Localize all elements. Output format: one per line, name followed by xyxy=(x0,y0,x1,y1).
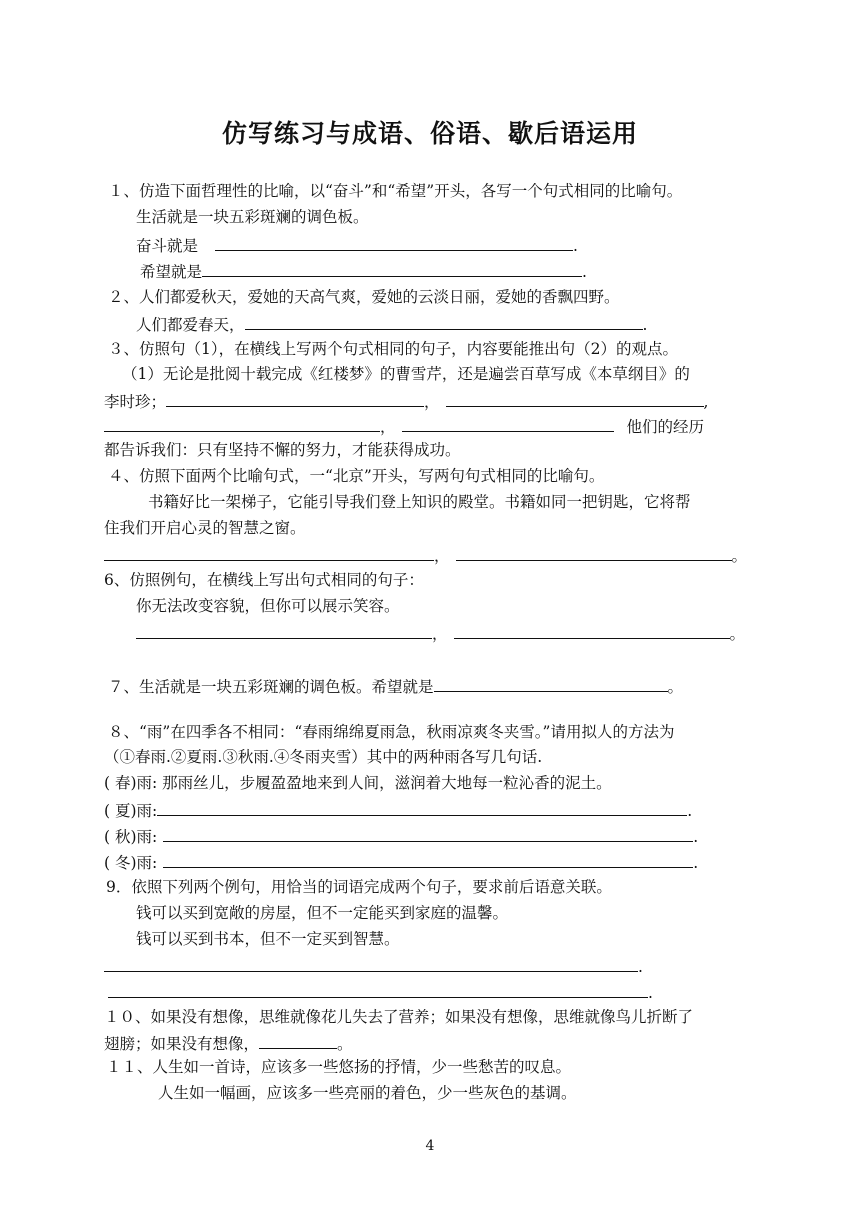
q3-line3 xyxy=(104,414,704,438)
q9-blank-1[interactable] xyxy=(104,954,638,972)
q6-example: 你无法改变容貌，但你可以展示笑容。 xyxy=(136,597,400,615)
q6-answer xyxy=(136,621,745,645)
q9-end-1: . xyxy=(638,958,643,976)
q3-comma-3: ， xyxy=(380,418,396,436)
q10-line-1: １０、如果没有想像，思维就像花儿失去了营养；如果没有想像，思维就像鸟儿折断了 xyxy=(104,1008,694,1026)
q7-blank[interactable] xyxy=(434,674,668,692)
q8-autumn-blank[interactable] xyxy=(163,824,693,842)
q2-blank[interactable] xyxy=(245,312,643,330)
q8-summer-blank[interactable] xyxy=(157,798,687,816)
q1-answer-b xyxy=(140,259,587,283)
q11-line-1: １１、人生如一首诗，应该多一些悠扬的抒情，少一些愁苦的叹息。 xyxy=(106,1058,572,1076)
q9-answer-1 xyxy=(104,954,643,978)
q8-autumn-label: ( 秋)雨: xyxy=(104,828,158,846)
q10-end: 。 xyxy=(337,1035,353,1053)
q8-winter-end: . xyxy=(693,854,699,872)
q8-prompt-2: （①春雨.②夏雨.③秋雨.④冬雨夹雪）其中的两种雨各写几句话. xyxy=(104,748,543,766)
page-title: 仿写练习与成语、俗语、歇后语运用 xyxy=(221,119,638,148)
q8-autumn-end: . xyxy=(693,828,699,846)
q2-end: . xyxy=(642,316,648,334)
q1-prompt: １、仿造下面哲理性的比喻，以“奋斗”和“希望”开头，各写一个句式相同的比喻句。 xyxy=(108,182,683,200)
q3-line3-tail: 他们的经历 xyxy=(626,418,704,436)
q10-blank[interactable] xyxy=(259,1031,337,1049)
q7-line xyxy=(108,674,683,698)
q2-label: 人们都爱春天， xyxy=(136,316,245,334)
q7-end: 。 xyxy=(667,678,684,696)
q6-blank-1[interactable] xyxy=(136,621,432,639)
q6-prompt: 6、仿照例句，在横线上写出句式相同的句子： xyxy=(104,571,424,589)
q6-end: 。 xyxy=(729,625,746,643)
q6-comma: ， xyxy=(432,625,448,643)
q3-blank-3[interactable] xyxy=(104,414,380,432)
q1-answer-a xyxy=(136,233,578,257)
q8-summer-label: ( 夏)雨: xyxy=(104,802,158,820)
q8-winter-blank[interactable] xyxy=(163,850,693,868)
q9-example-2: 钱可以买到书本，但不一定买到智慧。 xyxy=(136,930,400,948)
q3-prompt: ３、仿照句（1），在横线上写两个句式相同的句子，内容要能推出句（2）的观点。 xyxy=(108,340,678,358)
q10-label: 翅膀；如果没有想像， xyxy=(104,1035,260,1053)
q8-spring: ( 春)雨: 那雨丝儿，步履盈盈地来到人间，滋润着大地每一粒沁香的泥土。 xyxy=(104,774,612,792)
q11-line-2: 人生如一幅画，应该多一些亮丽的着色，少一些灰色的基调。 xyxy=(158,1084,577,1102)
q1-a-blank[interactable] xyxy=(215,233,573,251)
q8-winter xyxy=(104,850,698,874)
q8-summer-end: . xyxy=(687,802,693,820)
q3-line2 xyxy=(104,389,708,413)
q1-b-label: 希望就是 xyxy=(140,263,203,281)
q10-line-2 xyxy=(104,1031,353,1055)
q9-example-1: 钱可以买到宽敞的房屋，但不一定能买到家庭的温馨。 xyxy=(136,904,509,922)
q3-blank-4[interactable] xyxy=(402,414,614,432)
q9-end-2: . xyxy=(648,984,653,1002)
q9-blank-2[interactable] xyxy=(108,980,648,998)
q3-line2-label: 李时珍； xyxy=(104,393,167,411)
q3-line4: 都告诉我们：只有坚持不懈的努力，才能获得成功。 xyxy=(104,441,461,459)
q1-a-end: . xyxy=(572,237,578,255)
q6-blank-2[interactable] xyxy=(454,621,730,639)
q7-prompt: ７、生活就是一块五彩斑斓的调色板。希望就是 xyxy=(108,678,434,696)
q3-comma-1: ， xyxy=(424,393,440,411)
q4-prompt: ４、仿照下面两个比喻句式，一“北京”开头，写两句句式相同的比喻句。 xyxy=(108,467,605,485)
q4-end: 。 xyxy=(731,547,748,565)
q3-comma-2: , xyxy=(703,393,709,411)
q3-line1: （1）无论是批阅十载完成《红楼梦》的曹雪芹，还是遍尝百草写成《本草纲目》的 xyxy=(122,365,690,383)
q1-b-end: . xyxy=(582,263,587,281)
q9-prompt: 9．依照下列两个例句，用恰当的词语完成两个句子，要求前后语意关联。 xyxy=(106,878,612,896)
q8-summer xyxy=(104,798,692,822)
q1-b-blank[interactable] xyxy=(202,259,582,277)
q2-prompt: ２、人们都爱秋天，爱她的天高气爽，爱她的云淡日丽，爱她的香飘四野。 xyxy=(108,288,620,306)
q4-blank-1[interactable] xyxy=(104,543,434,561)
q9-answer-2 xyxy=(108,980,653,1004)
q2-answer xyxy=(136,312,647,336)
q4-answer xyxy=(104,543,747,567)
q4-blank-2[interactable] xyxy=(456,543,732,561)
q1-a-label: 奋斗就是 xyxy=(136,237,199,255)
q4-example-2: 住我们开启心灵的智慧之窗。 xyxy=(104,519,306,537)
q3-blank-2[interactable] xyxy=(446,389,704,407)
q4-comma: ， xyxy=(434,547,450,565)
q1-example: 生活就是一块五彩斑斓的调色板。 xyxy=(136,208,369,226)
q8-prompt-1: ８、“雨”在四季各不相同：“春雨绵绵夏雨急，秋雨凉爽冬夹雪。”请用拟人的方法为 xyxy=(108,723,675,741)
q4-example-1: 书籍好比一架梯子，它能引导我们登上知识的殿堂。书籍如同一把钥匙，它将帮 xyxy=(148,493,691,511)
page-number: 4 xyxy=(425,1138,435,1154)
q3-blank-1[interactable] xyxy=(166,389,424,407)
q8-winter-label: ( 冬)雨: xyxy=(104,854,158,872)
q8-autumn xyxy=(104,824,698,848)
